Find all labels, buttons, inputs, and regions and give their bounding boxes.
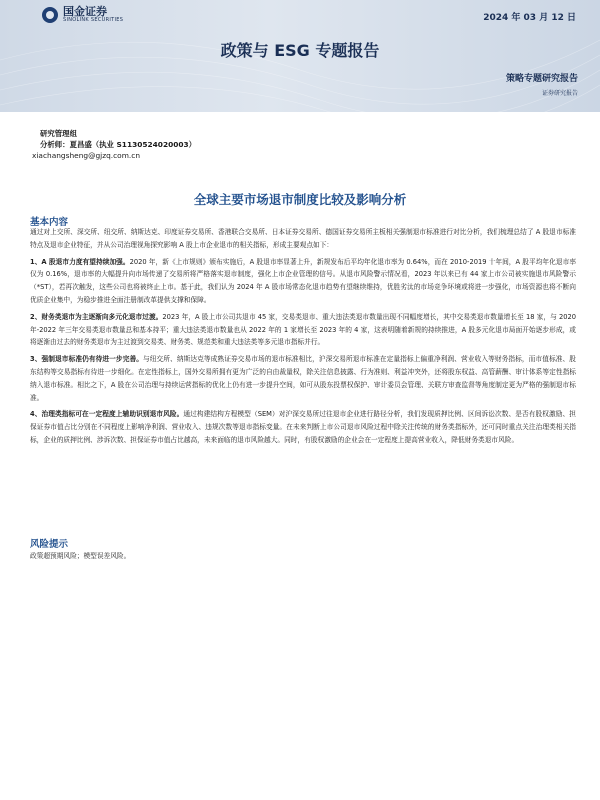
summary-intro: 通过对上交所、深交所、纽交所、纳斯达克、印度证券交易所、香港联合交易所、日本证券交易所、德国证券交易所主板相关强制退市标准进行对比分析，我们梳理总结了 A 股退市标准特点及退市企业特征，并从公司治理视角探究影响 A 股上市企业退市的相关指标，形成主要观点如下： xyxy=(30,228,576,249)
point-3-lead: 3、强制退市标准仍有待进一步完善。 xyxy=(30,355,143,364)
logo-text-en: SINOLINK SECURITIES xyxy=(63,17,124,23)
analyst-group: 研究管理组 xyxy=(40,129,77,138)
analyst-name: 分析师：夏昌盛（执业 S1130524020003） xyxy=(40,140,197,149)
point-3 xyxy=(30,353,576,404)
point-2 xyxy=(30,311,576,349)
point-4 xyxy=(30,408,576,446)
point-1-text: 2020 年，新《上市规则》颁布实施后，A 股退市率显著上升，新规发布后平均年化退市率为 0.64%，而在 2010-2019 十年间，A 股平均年化退市率仅为 0.16%，退市率的大幅提升向市场传递了交易所将严格落实退市制度，强化上市企业管理的信号。从退市风险警示情况看，2023 年以来已有 44 家上市公司被实施退市风险警示（*ST），若再次触发，这些公司也将被终止上市。基于此，我们认为 2024 年 A 股市场常态化退市趋势有望继续维持，优胜劣汰的市场竞争环境或将进一步强化，市场资源也将不断向优质企业集中，为稳步推进全面注册制改革提供支撑和保障。 xyxy=(30,257,577,304)
company-logo xyxy=(42,6,123,23)
risk-heading: 风险提示 xyxy=(30,539,69,550)
point-3-text: 与纽交所、纳斯达克等成熟证券交易市场的退市标准相比，沪深交易所退市标准在定量指标上偏重净利润、营业收入等财务指标，而市值标准、股东结构等交易指标有待进一步细化。在定性指标上，国外交易所拥有更为广泛的自由裁量权，除关注信息披露、行为准则、利益冲突外，还将股东权益、高管薪酬、审计体系等定性指标纳入退市标准。相比之下，A 股在公司治理与持续运营指标的优化上仍有进一步提升空间，如可从股东投票权保护、审计委员会管理、关联方审查监督等角度制定更为严格的强制退市标准。 xyxy=(30,355,576,402)
report-series-title: 政策与 ESG 专题报告 xyxy=(220,41,380,60)
point-1-lead: 1、A 股退市力度有望持续加强。 xyxy=(30,257,130,266)
point-4-text: 通过构建结构方程模型（SEM）对沪深交易所过往退市企业进行路径分析，我们发现质押比例、区间诉讼次数、是否有股权激励、担保证券市值占比分别在不同程度上影响净利润、营业收入、违规次数等退市指标变量。在未来判断上市公司退市风险过程中除关注传统的财务类指标外，还可同时重点关注治理类相关指标，企业的质押比例、涉诉次数、担保证券市值占比越高，未来面临的退市风险越大。同时，有股权激励的企业会在一定程度上提高营业收入，降低财务类退市风险。 xyxy=(30,410,576,444)
point-4-lead: 4、治理类指标可在一定程度上辅助识别退市风险。 xyxy=(30,410,184,419)
header-banner xyxy=(0,0,600,112)
analyst-block xyxy=(40,128,196,150)
summary-heading: 基本内容 xyxy=(30,217,69,228)
analyst-email[interactable]: xiachangsheng@gjzq.com.cn xyxy=(32,151,141,160)
logo-text-cn: 国金证券 xyxy=(63,5,107,18)
point-2-text: 2023 年，A 股上市公司共退市 45 家，交易类退市、重大违法类退市数量出现不同幅度增长，其中交易类退市数量增长至 18 家，与 2020 年-2022 年三年交易类退市数量总和基本持平；重大违法类退市数量也从 2022 年的 1 家增长至 2023 年的 4 家，这表明随着新规的持续推进，A 股多元化退市局面开始逐步形成，或将逐渐由过去的财务类退市为主过渡到交易类、财务类、规范类和重大违法类等多元退市指标并行。 xyxy=(30,312,577,347)
page-title: 全球主要市场退市制度比较及影响分析 xyxy=(193,192,407,207)
report-type: 策略专题研究报告 xyxy=(505,74,578,84)
point-1 xyxy=(30,256,576,307)
risk-text: 政策超预期风险；模型误差风险。 xyxy=(30,552,131,560)
point-2-lead: 2、财务类退市为主逐渐向多元化退市过渡。 xyxy=(30,312,163,321)
report-date: 2024 年 03 月 12 日 xyxy=(483,13,576,23)
logo-icon xyxy=(42,7,58,23)
summary-body xyxy=(30,226,576,451)
report-subtype: 证券研究报告 xyxy=(541,90,578,97)
